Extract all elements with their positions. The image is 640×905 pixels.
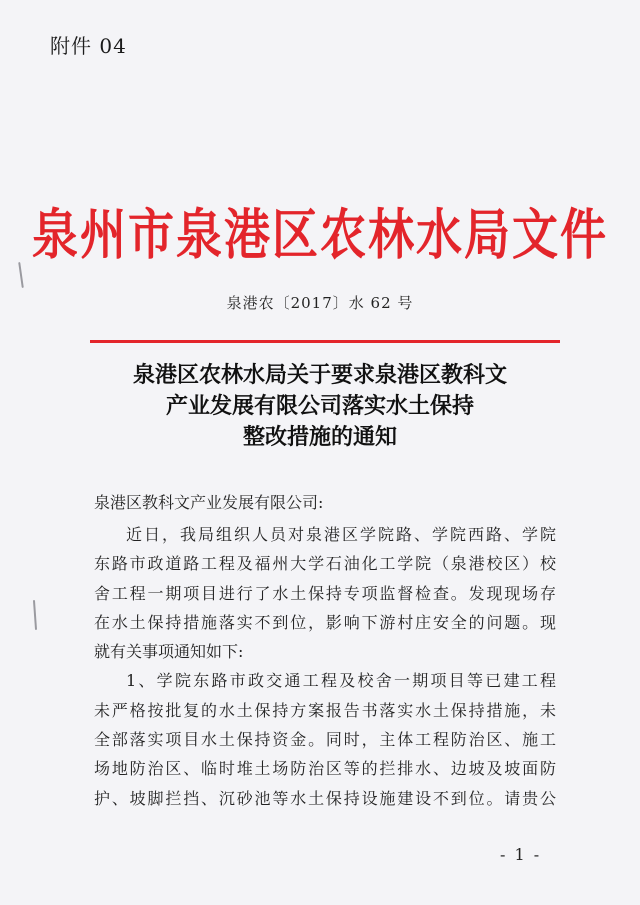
body-text [94, 520, 556, 813]
body-line: 舍工程一期项目进行了水土保持专项监督检查。发现现场存 [94, 583, 556, 603]
attachment-label: 附件 04 [50, 34, 127, 58]
body-line: 在水土保持措施落实不到位，影响下游村庄安全的问题。现 [94, 612, 556, 632]
addressee: 泉港区教科文产业发展有限公司: [94, 493, 324, 512]
title-line: 产业发展有限公司落实水土保持 [165, 393, 474, 419]
title-line: 泉港区农林水局关于要求泉港区教科文 [132, 362, 507, 388]
document-number: 泉港农〔2017〕水 62 号 [226, 294, 414, 312]
body-line: 东路市政道路工程及福州大学石油化工学院（泉港校区）校 [94, 554, 556, 574]
masthead-title: 泉州市泉港区农林水局文件 [32, 202, 608, 267]
body-line: 1、学院东路市政交通工程及校舍一期项目等已建工程 [126, 671, 556, 691]
body-line: 场地防治区、临时堆土场防治区等的拦排水、边坡及坡面防 [94, 759, 556, 779]
page-number: - 1 - [500, 845, 542, 864]
notice-title [0, 360, 640, 453]
body-line: 就有关事项通知如下: [94, 642, 244, 662]
red-separator-line [90, 340, 560, 343]
scan-mark [33, 600, 37, 630]
title-line: 整改措施的通知 [242, 424, 397, 450]
body-line: 全部落实项目水土保持资金。同时，主体工程防治区、施工 [94, 730, 556, 750]
body-line: 近日，我局组织人员对泉港区学院路、学院西路、学院 [126, 525, 556, 544]
body-line: 未严格按批复的水土保持方案报告书落实水土保持措施，未 [94, 700, 556, 720]
body-line: 护、坡脚拦挡、沉砂池等水土保持设施建设不到位。请贵公 [94, 788, 556, 808]
